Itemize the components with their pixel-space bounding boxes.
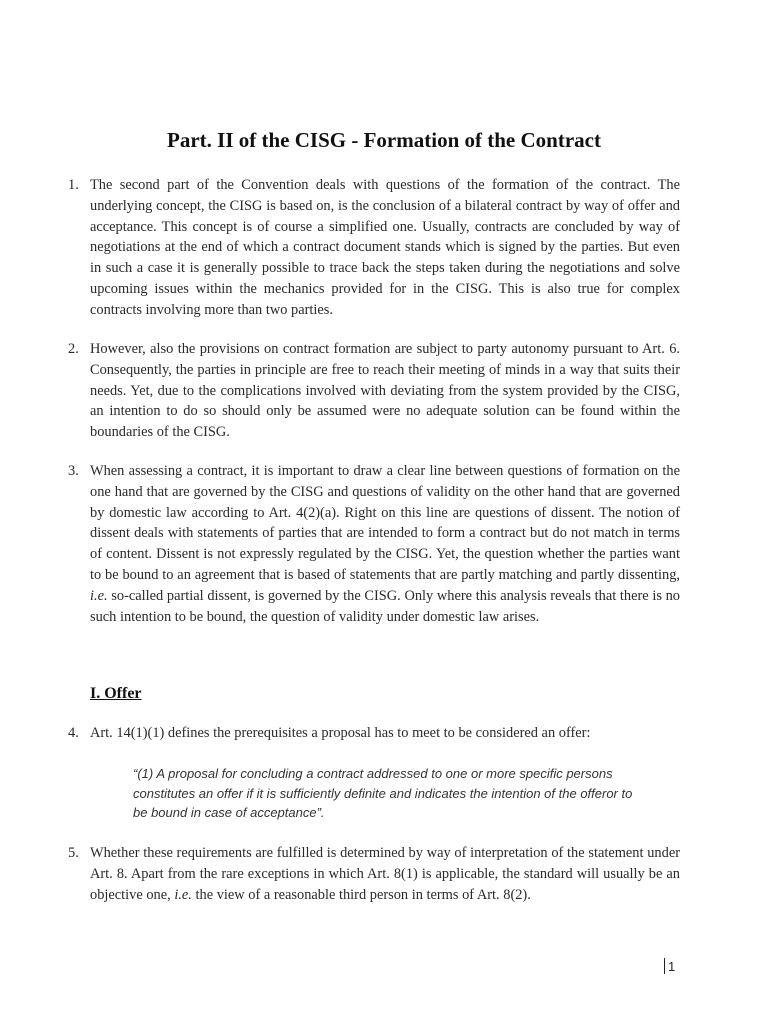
paragraph-text: However, also the provisions on contract formation are subject to party autonomy pursuant to Art. 6. Consequently, the parties in principle are free to reach their meeting of minds in a way that suits their needs. Yet, due to the complications involved with deviating from the system provided by the CISG, an intention to do so should only be assumed were no adequate solution can be found within the boundaries of the CISG.: [90, 341, 680, 441]
ie-abbreviation: i.e.: [90, 587, 108, 604]
paragraph-number: 4.: [68, 725, 79, 741]
block-quote: [133, 764, 643, 823]
numbered-paragraph-4: [68, 723, 680, 744]
page-number-value: 1: [668, 959, 676, 974]
quote-open-mark: “: [133, 766, 138, 781]
paragraph-text: [90, 843, 680, 905]
numbered-paragraph-1: [68, 175, 680, 321]
paragraph-text: Art. 14(1)(1) defines the prerequisites a proposal has to meet to be considered an offer:: [90, 725, 591, 741]
section-heading: I. Offer: [90, 685, 142, 702]
paragraph-number: 1.: [68, 177, 79, 193]
paragraph-text-part: Whether these requirements are fulfilled is determined by way of interpretation of the statement under Art. 8. Apart from the rare exceptions in which Art. 8(1) is applicable, the standard will usually be an objective one,: [90, 845, 680, 903]
paragraph-text: The second part of the Convention deals with questions of the formation of the contract. The underlying concept, the CISG is based on, is the conclusion of a bilateral contract by way of offer and acceptance. This concept is of course a simplified one. Usually, contracts are concluded by way of negotiations at the end of which a contract document stands which is signed by the parties. But even in such a case it is generally possible to trace back the steps taken during the negotiations and solve upcoming issues within the mechanics provided for in the CISG. This is also true for complex contracts involving more than two parties.: [90, 177, 680, 318]
paragraph-number: 3.: [68, 463, 79, 479]
quote-close-mark: ”.: [316, 805, 325, 820]
numbered-paragraph-5: [68, 843, 680, 905]
paragraph-number: 5.: [68, 845, 79, 861]
paragraph-text-part: so-called partial dissent, is governed by the CISG. Only where this analysis reveals that there is no such intention to be bound, the question of validity under domestic law arises.: [90, 587, 680, 625]
numbered-paragraph-2: [68, 339, 680, 443]
paragraph-number: 2.: [68, 341, 79, 357]
paragraph-text-part: the view of a reasonable third person in terms of Art. 8(2).: [195, 886, 531, 903]
numbered-paragraph-3: [68, 461, 680, 627]
page-title: Part. II of the CISG - Formation of the Contract: [167, 128, 601, 152]
paragraph-text-part: When assessing a contract, it is important to draw a clear line between questions of formation on the one hand that are governed by the CISG and questions of validity on the other hand that are governed by domestic law according to Art. 4(2)(a). Right on this line are questions of dissent. The notion of dissent deals with statements of parties that are intended to form a contract but do not match in terms of content. Dissent is not expressly regulated by the CISG. Yet, the question whether the parties want to be bound to an agreement that is based of statements that are partly matching and partly dissenting,: [90, 463, 680, 583]
page-number: [664, 958, 675, 974]
quote-text: (1) A proposal for concluding a contract addressed to one or more specific persons constitutes an offer if it is sufficiently definite and indicates the intention of the offeror to be bound in case of acceptance: [133, 766, 633, 820]
ie-abbreviation: i.e.: [174, 886, 192, 903]
paragraph-text: [90, 461, 680, 627]
page-number-divider: [664, 958, 665, 974]
